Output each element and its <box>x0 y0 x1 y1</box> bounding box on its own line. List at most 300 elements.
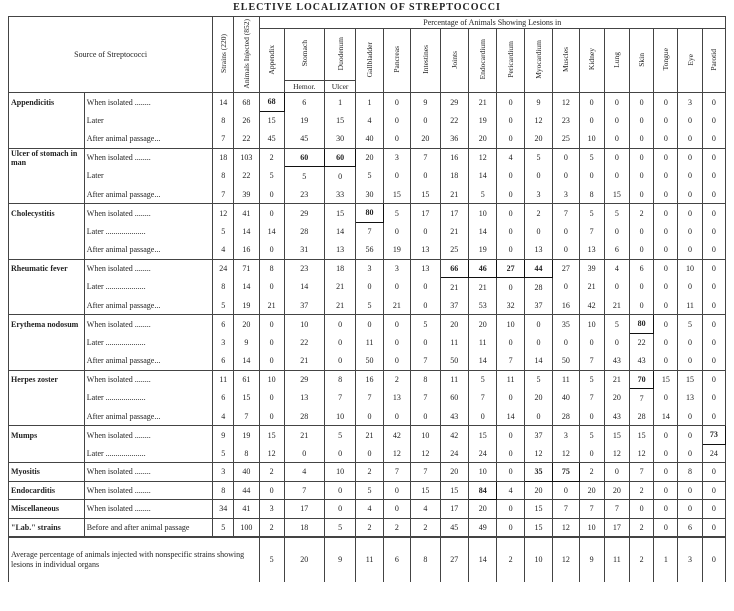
value-cell: 18 <box>440 167 468 186</box>
value-cell: 0 <box>654 130 678 149</box>
value-cell: 11 <box>468 333 496 352</box>
value-cell: 0 <box>702 259 725 278</box>
value-cell: 13 <box>524 241 552 260</box>
value-cell: 0 <box>654 426 678 445</box>
value-cell: 0 <box>604 93 629 112</box>
value-cell: 20 <box>579 481 604 500</box>
value-cell: 14 <box>324 222 356 241</box>
value-cell: 8 <box>324 370 356 389</box>
organ-header: Muscles <box>553 29 579 93</box>
value-cell: 0 <box>654 111 678 130</box>
value-cell: 27 <box>497 259 524 278</box>
value-cell: 5 <box>468 370 496 389</box>
value-cell: 0 <box>654 241 678 260</box>
source-cell <box>9 185 85 204</box>
source-cell: Myositis <box>9 463 85 482</box>
value-cell: 0 <box>383 352 410 371</box>
value-cell: 7 <box>630 463 654 482</box>
value-cell: 0 <box>524 315 552 334</box>
value-cell: 17 <box>284 500 324 519</box>
value-cell: 17 <box>411 204 440 223</box>
value-cell: 2 <box>383 518 410 537</box>
value-cell: 13 <box>284 389 324 408</box>
value-cell: 0 <box>678 278 702 297</box>
average-value: 27 <box>440 537 468 582</box>
table-row <box>9 167 726 186</box>
value-cell: 39 <box>579 259 604 278</box>
value-cell: 0 <box>411 111 440 130</box>
hemor-header: Hemor. <box>284 81 324 93</box>
value-cell: 15 <box>524 518 552 537</box>
source-cell <box>9 407 85 426</box>
source-cell: Rheumatic fever <box>9 259 85 278</box>
value-cell: 5 <box>604 315 629 334</box>
value-cell: 0 <box>702 315 725 334</box>
organ-header: Eye <box>678 29 702 93</box>
value-cell: 19 <box>284 111 324 130</box>
value-cell: 0 <box>654 333 678 352</box>
source-cell: Mumps <box>9 426 85 445</box>
value-cell: 60 <box>284 148 324 167</box>
condition-cell: When isolated ........ <box>84 426 212 445</box>
value-cell: 0 <box>654 296 678 315</box>
value-cell: 0 <box>324 315 356 334</box>
table-row <box>9 130 726 149</box>
value-cell: 7 <box>553 204 579 223</box>
value-cell: 19 <box>468 241 496 260</box>
value-cell: 10 <box>324 463 356 482</box>
value-cell: 5 <box>524 370 552 389</box>
value-cell: 21 <box>356 426 383 445</box>
condition-cell: Before and after animal passage <box>84 518 212 537</box>
value-cell: 0 <box>630 241 654 260</box>
value-cell: 0 <box>383 278 410 297</box>
value-cell: 10 <box>468 463 496 482</box>
value-cell: 18 <box>213 148 234 167</box>
value-cell: 7 <box>213 130 234 149</box>
source-cell <box>9 352 85 371</box>
value-cell: 15 <box>440 481 468 500</box>
value-cell: 10 <box>497 315 524 334</box>
condition-cell: When isolated ........ <box>84 259 212 278</box>
value-cell: 13 <box>678 389 702 408</box>
condition-cell: When isolated ........ <box>84 204 212 223</box>
value-cell: 0 <box>678 204 702 223</box>
value-cell: 0 <box>497 518 524 537</box>
value-cell: 0 <box>678 130 702 149</box>
value-cell: 0 <box>678 444 702 463</box>
condition-cell: When isolated ........ <box>84 315 212 334</box>
ulcer-header: Ulcer <box>324 81 356 93</box>
value-cell: 0 <box>524 167 552 186</box>
value-cell: 0 <box>702 407 725 426</box>
value-cell: 0 <box>497 426 524 445</box>
value-cell: 43 <box>630 352 654 371</box>
value-cell: 22 <box>234 167 259 186</box>
value-cell: 0 <box>630 500 654 519</box>
value-cell: 0 <box>630 148 654 167</box>
value-cell: 15 <box>259 111 284 130</box>
value-cell: 46 <box>468 259 496 278</box>
value-cell: 9 <box>213 426 234 445</box>
value-cell: 28 <box>630 407 654 426</box>
value-cell: 9 <box>411 93 440 112</box>
condition-cell: Later .................... <box>84 222 212 241</box>
value-cell: 0 <box>678 352 702 371</box>
value-cell: 17 <box>440 500 468 519</box>
value-cell: 3 <box>383 148 410 167</box>
table-row <box>9 333 726 352</box>
table-row <box>9 500 726 519</box>
value-cell: 15 <box>234 389 259 408</box>
condition-cell: After animal passage... <box>84 296 212 315</box>
value-cell: 0 <box>604 130 629 149</box>
table-row <box>9 426 726 445</box>
source-cell: Erythema nodosum <box>9 315 85 334</box>
value-cell: 12 <box>383 444 410 463</box>
value-cell: 14 <box>524 352 552 371</box>
condition-cell: When isolated ........ <box>84 481 212 500</box>
value-cell: 35 <box>553 315 579 334</box>
value-cell: 44 <box>234 481 259 500</box>
value-cell: 7 <box>604 500 629 519</box>
value-cell: 6 <box>213 389 234 408</box>
value-cell: 50 <box>553 352 579 371</box>
value-cell: 5 <box>284 167 324 186</box>
value-cell: 5 <box>411 315 440 334</box>
source-cell: Ulcer of stomach in man <box>9 148 85 167</box>
value-cell: 7 <box>411 352 440 371</box>
value-cell: 21 <box>579 278 604 297</box>
average-value: 9 <box>579 537 604 582</box>
value-cell: 42 <box>440 426 468 445</box>
value-cell: 5 <box>383 204 410 223</box>
average-value: 8 <box>411 537 440 582</box>
value-cell: 37 <box>440 296 468 315</box>
value-cell: 0 <box>604 463 629 482</box>
value-cell: 44 <box>524 259 552 278</box>
value-cell: 8 <box>213 278 234 297</box>
value-cell: 13 <box>411 241 440 260</box>
table-row <box>9 463 726 482</box>
value-cell: 7 <box>497 352 524 371</box>
source-cell: Miscellaneous <box>9 500 85 519</box>
value-cell: 10 <box>678 259 702 278</box>
value-cell: 7 <box>324 389 356 408</box>
value-cell: 21 <box>383 296 410 315</box>
value-cell: 14 <box>468 222 496 241</box>
source-cell: Herpes zoster <box>9 370 85 389</box>
value-cell: 29 <box>284 370 324 389</box>
value-cell: 6 <box>213 315 234 334</box>
value-cell: 2 <box>356 463 383 482</box>
value-cell: 5 <box>678 315 702 334</box>
value-cell: 0 <box>702 352 725 371</box>
value-cell: 0 <box>324 352 356 371</box>
value-cell: 15 <box>604 185 629 204</box>
value-cell: 24 <box>702 444 725 463</box>
value-cell: 22 <box>234 130 259 149</box>
value-cell: 28 <box>553 407 579 426</box>
condition-cell: Later .................... <box>84 278 212 297</box>
header-row-1 <box>9 17 726 29</box>
value-cell: 6 <box>284 93 324 112</box>
value-cell: 3 <box>524 185 552 204</box>
value-cell: 0 <box>604 222 629 241</box>
source-cell <box>9 296 85 315</box>
value-cell: 0 <box>702 111 725 130</box>
condition-cell: Later .................... <box>84 333 212 352</box>
source-cell: "Lab." strains <box>9 518 85 537</box>
value-cell: 0 <box>553 333 579 352</box>
value-cell: 14 <box>497 407 524 426</box>
value-cell: 8 <box>579 185 604 204</box>
value-cell: 11 <box>356 333 383 352</box>
value-cell: 0 <box>702 130 725 149</box>
table-row <box>9 444 726 463</box>
value-cell: 5 <box>579 426 604 445</box>
condition-cell: After animal passage... <box>84 407 212 426</box>
value-cell: 10 <box>579 518 604 537</box>
value-cell: 8 <box>213 481 234 500</box>
value-cell: 10 <box>324 407 356 426</box>
value-cell: 10 <box>579 315 604 334</box>
value-cell: 13 <box>579 241 604 260</box>
value-cell: 17 <box>604 518 629 537</box>
value-cell: 75 <box>553 463 579 482</box>
organ-header: Intestines <box>411 29 440 93</box>
value-cell: 0 <box>654 518 678 537</box>
value-cell: 0 <box>324 333 356 352</box>
value-cell: 21 <box>284 426 324 445</box>
value-cell: 0 <box>630 167 654 186</box>
value-cell: 0 <box>579 93 604 112</box>
value-cell: 0 <box>259 204 284 223</box>
value-cell: 32 <box>497 296 524 315</box>
value-cell: 12 <box>524 444 552 463</box>
value-cell: 0 <box>702 222 725 241</box>
value-cell: 0 <box>553 241 579 260</box>
value-cell: 0 <box>678 407 702 426</box>
value-cell: 0 <box>553 167 579 186</box>
value-cell: 0 <box>702 500 725 519</box>
value-cell: 0 <box>654 148 678 167</box>
value-cell: 0 <box>411 167 440 186</box>
value-cell: 3 <box>678 93 702 112</box>
condition-cell: After animal passage... <box>84 241 212 260</box>
value-cell: 12 <box>213 204 234 223</box>
value-cell: 0 <box>497 463 524 482</box>
value-cell: 0 <box>678 333 702 352</box>
value-cell: 12 <box>630 444 654 463</box>
value-cell: 0 <box>383 333 410 352</box>
value-cell: 25 <box>440 241 468 260</box>
value-cell: 45 <box>440 518 468 537</box>
value-cell: 2 <box>411 518 440 537</box>
value-cell: 10 <box>259 370 284 389</box>
value-cell: 0 <box>579 167 604 186</box>
animals-header: Animals Injected (852) <box>234 17 259 93</box>
value-cell: 8 <box>411 370 440 389</box>
condition-cell: Later <box>84 167 212 186</box>
value-cell: 0 <box>654 389 678 408</box>
condition-cell: When isolated ........ <box>84 370 212 389</box>
value-cell: 4 <box>497 481 524 500</box>
value-cell: 0 <box>579 333 604 352</box>
value-cell: 0 <box>630 93 654 112</box>
value-cell: 0 <box>259 389 284 408</box>
average-value: 2 <box>497 537 524 582</box>
value-cell: 20 <box>468 315 496 334</box>
average-value: 11 <box>604 537 629 582</box>
value-cell: 22 <box>630 333 654 352</box>
value-cell: 5 <box>468 185 496 204</box>
value-cell: 22 <box>440 111 468 130</box>
organ-header: Parotid <box>702 29 725 93</box>
value-cell: 21 <box>440 222 468 241</box>
value-cell: 5 <box>524 148 552 167</box>
table-row <box>9 389 726 408</box>
value-cell: 0 <box>356 278 383 297</box>
condition-cell: After animal passage... <box>84 185 212 204</box>
value-cell: 0 <box>383 167 410 186</box>
value-cell: 30 <box>356 185 383 204</box>
value-cell: 6 <box>213 352 234 371</box>
value-cell: 3 <box>259 500 284 519</box>
value-cell: 14 <box>259 222 284 241</box>
organ-header: Pericardium <box>497 29 524 93</box>
average-row <box>9 537 726 582</box>
value-cell: 0 <box>497 185 524 204</box>
value-cell: 6 <box>630 259 654 278</box>
value-cell: 0 <box>604 167 629 186</box>
value-cell: 5 <box>356 296 383 315</box>
value-cell: 80 <box>630 315 654 334</box>
average-value: 3 <box>678 537 702 582</box>
condition-cell: When isolated ........ <box>84 93 212 112</box>
localization-table <box>8 16 726 582</box>
value-cell: 37 <box>284 296 324 315</box>
value-cell: 0 <box>654 500 678 519</box>
condition-cell: Later .................... <box>84 389 212 408</box>
source-cell: Appendicitis <box>9 93 85 112</box>
value-cell: 13 <box>411 259 440 278</box>
table-row <box>9 518 726 537</box>
value-cell: 40 <box>234 463 259 482</box>
value-cell: 0 <box>497 167 524 186</box>
value-cell: 18 <box>324 259 356 278</box>
value-cell: 5 <box>213 296 234 315</box>
stomach-header: Stomach <box>284 29 324 81</box>
table-row <box>9 481 726 500</box>
value-cell: 7 <box>630 389 654 408</box>
value-cell: 12 <box>411 444 440 463</box>
table-row <box>9 278 726 297</box>
value-cell: 16 <box>440 148 468 167</box>
value-cell: 71 <box>234 259 259 278</box>
value-cell: 0 <box>383 111 410 130</box>
value-cell: 5 <box>213 444 234 463</box>
value-cell: 7 <box>553 500 579 519</box>
value-cell: 34 <box>213 500 234 519</box>
value-cell: 37 <box>524 426 552 445</box>
value-cell: 0 <box>553 481 579 500</box>
value-cell: 3 <box>213 333 234 352</box>
value-cell: 0 <box>497 241 524 260</box>
value-cell: 2 <box>630 204 654 223</box>
organ-header: Tongue <box>654 29 678 93</box>
value-cell: 5 <box>259 167 284 186</box>
value-cell: 45 <box>259 130 284 149</box>
value-cell: 0 <box>678 185 702 204</box>
value-cell: 0 <box>497 278 524 297</box>
table-row <box>9 185 726 204</box>
average-value: 20 <box>284 537 324 582</box>
value-cell: 21 <box>440 278 468 297</box>
value-cell: 0 <box>524 222 552 241</box>
value-cell: 1 <box>324 93 356 112</box>
value-cell: 0 <box>702 241 725 260</box>
organ-header: Gallbladder <box>356 29 383 93</box>
value-cell: 7 <box>579 389 604 408</box>
value-cell: 15 <box>524 500 552 519</box>
value-cell: 0 <box>259 407 284 426</box>
value-cell: 6 <box>604 241 629 260</box>
value-cell: 0 <box>259 278 284 297</box>
value-cell: 0 <box>524 407 552 426</box>
value-cell: 19 <box>383 241 410 260</box>
value-cell: 4 <box>497 148 524 167</box>
value-cell: 20 <box>524 389 552 408</box>
table-row <box>9 407 726 426</box>
value-cell: 8 <box>213 167 234 186</box>
value-cell: 7 <box>234 407 259 426</box>
value-cell: 27 <box>553 259 579 278</box>
value-cell: 0 <box>356 315 383 334</box>
condition-cell: After animal passage... <box>84 352 212 371</box>
value-cell: 21 <box>440 185 468 204</box>
value-cell: 50 <box>356 352 383 371</box>
average-value: 0 <box>702 537 725 582</box>
value-cell: 103 <box>234 148 259 167</box>
value-cell: 0 <box>702 296 725 315</box>
value-cell: 7 <box>579 222 604 241</box>
value-cell: 7 <box>411 389 440 408</box>
average-value: 14 <box>468 537 496 582</box>
value-cell: 3 <box>553 185 579 204</box>
value-cell: 0 <box>702 204 725 223</box>
value-cell: 2 <box>259 148 284 167</box>
percentage-header: Percentage of Animals Showing Lesions in <box>259 17 725 29</box>
value-cell: 7 <box>411 148 440 167</box>
value-cell: 43 <box>440 407 468 426</box>
value-cell: 0 <box>654 167 678 186</box>
organ-header: Pancreas <box>383 29 410 93</box>
organ-header: Joints <box>440 29 468 93</box>
value-cell: 20 <box>440 315 468 334</box>
value-cell: 0 <box>630 278 654 297</box>
value-cell: 0 <box>702 333 725 352</box>
value-cell: 0 <box>654 185 678 204</box>
value-cell: 0 <box>324 167 356 186</box>
value-cell: 0 <box>604 111 629 130</box>
source-cell <box>9 389 85 408</box>
value-cell: 0 <box>678 500 702 519</box>
value-cell: 68 <box>234 93 259 112</box>
value-cell: 0 <box>630 130 654 149</box>
average-value: 11 <box>356 537 383 582</box>
source-cell <box>9 278 85 297</box>
